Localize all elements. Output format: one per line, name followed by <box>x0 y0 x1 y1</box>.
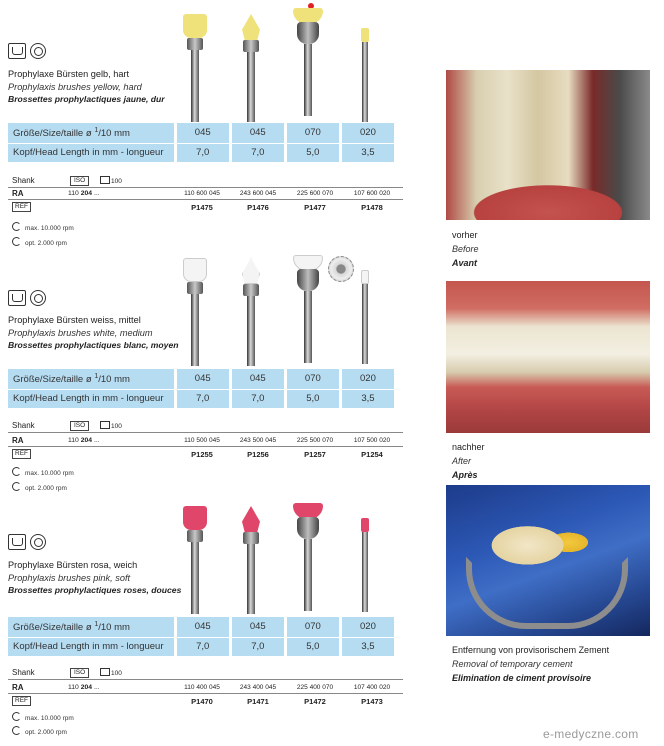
autoclave-icon <box>8 290 26 306</box>
caption-fr: Après <box>452 470 478 480</box>
size-value: 045 <box>230 617 285 637</box>
head-length-row <box>8 637 396 657</box>
head-length-value: 7,0 <box>175 389 230 409</box>
size-row <box>8 617 396 637</box>
ref-code: P1477 <box>304 203 326 212</box>
product-titles <box>8 559 181 597</box>
caption-en: Before <box>452 244 479 254</box>
size-value: 045 <box>175 617 230 637</box>
ref-code: P1473 <box>361 697 383 706</box>
head-length-value: 5,0 <box>285 637 340 657</box>
article-code: 107 500 020 <box>353 437 391 444</box>
ref-row <box>8 449 403 459</box>
size-table <box>8 123 397 164</box>
title-en: Prophylaxis brushes white, medium <box>8 327 153 338</box>
rpm-opt: opt. 2.000 rpm <box>12 726 67 736</box>
article-code: 225 600 070 <box>296 190 334 197</box>
pack-quantity: 100 <box>100 176 122 185</box>
head-length-label: Kopf/Head Length in mm - longueur <box>8 389 175 409</box>
article-code: 225 400 070 <box>296 684 334 691</box>
size-value: 020 <box>340 617 395 637</box>
size-value: 045 <box>175 123 230 143</box>
caption-before <box>452 228 479 270</box>
product-titles <box>8 314 179 352</box>
article-code: 110 600 045 <box>184 190 220 197</box>
photo-before <box>446 70 650 220</box>
head-length-value: 7,0 <box>230 389 285 409</box>
title-en: Prophylaxis brushes pink, soft <box>8 572 131 583</box>
shank-label: Shank <box>12 176 35 185</box>
size-value: 045 <box>230 369 285 389</box>
rpm-max: max. 10.000 rpm <box>12 222 74 232</box>
title-de: Prophylaxe Bürsten weiss, mittel <box>8 315 141 325</box>
instrument-brush-pointed <box>233 258 269 378</box>
article-code: 243 400 045 <box>239 684 277 691</box>
shank-label: Shank <box>12 421 35 430</box>
article-code: 107 600 020 <box>353 190 391 197</box>
size-label: Größe/Size/taille ø $^1$/10 mm <box>8 617 175 637</box>
article-code: 110 400 045 <box>184 684 220 691</box>
ref-code: P1476 <box>247 203 269 212</box>
head-length-value: 5,0 <box>285 389 340 409</box>
article-code: 225 500 070 <box>296 437 334 444</box>
ra-label: RA <box>12 189 24 198</box>
ref-code: P1471 <box>247 697 269 706</box>
caption-en: Removal of temporary cement <box>452 659 573 669</box>
caption-after <box>452 440 485 482</box>
ref-code: P1257 <box>304 450 326 459</box>
head-length-label: Kopf/Head Length in mm - longueur <box>8 143 175 163</box>
autoclave-icon <box>8 43 26 59</box>
size-row <box>8 369 396 389</box>
rpm-max: max. 10.000 rpm <box>12 467 74 477</box>
photo-after <box>446 281 650 433</box>
caption-de: vorher <box>452 230 478 240</box>
size-value: 045 <box>175 369 230 389</box>
head-length-value: 3,5 <box>340 637 395 657</box>
autoclave-icon <box>8 534 26 550</box>
caption-fr: Elimination de ciment provisoire <box>452 673 592 683</box>
rpm-max: max. 10.000 rpm <box>12 712 74 722</box>
pack-quantity: 100 <box>100 668 122 677</box>
ref-code: P1472 <box>304 697 326 706</box>
caption-de: Entfernung von provisorischem Zement <box>452 645 610 655</box>
title-fr: Brossettes prophylactiques blanc, moyen <box>8 340 179 350</box>
ra-row <box>8 436 403 446</box>
ref-code: P1478 <box>361 203 383 212</box>
head-length-value: 7,0 <box>175 637 230 657</box>
rpm-opt: opt. 2.000 rpm <box>12 482 67 492</box>
ra-code: 110 204 ... <box>68 684 100 691</box>
size-row <box>8 123 396 143</box>
ref-badge: REF <box>12 696 31 706</box>
rpm-opt: opt. 2.000 rpm <box>12 237 67 247</box>
ref-code: P1475 <box>191 203 213 212</box>
single-use-icon <box>30 43 46 59</box>
shank-label: Shank <box>12 668 35 677</box>
shank-row <box>8 176 403 186</box>
caption-de: nachher <box>452 442 485 452</box>
instrument-brush-cup <box>290 255 326 375</box>
symbol-row <box>8 290 46 306</box>
head-length-value: 5,0 <box>285 143 340 163</box>
ref-badge: REF <box>12 202 31 212</box>
size-value: 070 <box>285 123 340 143</box>
ra-row <box>8 683 403 693</box>
pack-quantity: 100 <box>100 421 122 430</box>
ra-code: 110 204 ... <box>68 190 100 197</box>
instrument-brush-pointed <box>233 14 269 134</box>
size-table <box>8 617 397 658</box>
watermark: e-medyczne.com <box>543 727 639 741</box>
ref-code: P1470 <box>191 697 213 706</box>
instrument-brush-pointed <box>233 506 269 626</box>
title-fr: Brossettes prophylactiques roses, douces <box>8 585 182 595</box>
ref-badge: REF <box>12 449 31 459</box>
iso-badge: ISO <box>70 421 89 431</box>
title-en: Prophylaxis brushes yellow, hard <box>8 81 142 92</box>
instrument-brush-small <box>177 14 213 134</box>
article-code: 243 600 045 <box>239 190 277 197</box>
size-value: 020 <box>340 369 395 389</box>
ref-row <box>8 696 403 706</box>
ref-row <box>8 202 403 212</box>
head-length-row <box>8 143 396 163</box>
ref-code: P1256 <box>247 450 269 459</box>
ra-label: RA <box>12 436 24 445</box>
head-length-label: Kopf/Head Length in mm - longueur <box>8 637 175 657</box>
iso-badge: ISO <box>70 176 89 186</box>
head-length-value: 7,0 <box>175 143 230 163</box>
size-value: 045 <box>230 123 285 143</box>
size-value: 020 <box>340 123 395 143</box>
ra-label: RA <box>12 683 24 692</box>
instrument-brush-cup <box>290 503 326 623</box>
size-value: 070 <box>285 617 340 637</box>
size-label: Größe/Size/taille ø $^1$/10 mm <box>8 123 175 143</box>
head-length-value: 3,5 <box>340 143 395 163</box>
iso-badge: ISO <box>70 668 89 678</box>
instrument-brush-small <box>177 506 213 626</box>
size-table <box>8 369 397 410</box>
ref-code: P1255 <box>191 450 213 459</box>
single-use-icon <box>30 534 46 550</box>
size-label: Größe/Size/taille ø $^1$/10 mm <box>8 369 175 389</box>
title-de: Prophylaxe Bürsten rosa, weich <box>8 560 138 570</box>
instrument-brush-small <box>177 258 213 378</box>
ra-row <box>8 189 403 199</box>
head-length-value: 3,5 <box>340 389 395 409</box>
ra-code: 110 204 ... <box>68 437 100 444</box>
instrument-brush-cup <box>290 8 326 128</box>
head-length-value: 7,0 <box>230 143 285 163</box>
article-code: 243 500 045 <box>239 437 277 444</box>
photo-cement-removal <box>446 485 650 636</box>
caption-fr: Avant <box>452 258 478 268</box>
shank-row <box>8 668 403 678</box>
article-code: 110 500 045 <box>184 437 220 444</box>
ref-code: P1254 <box>361 450 383 459</box>
symbol-row <box>8 534 46 550</box>
title-de: Prophylaxe Bürsten gelb, hart <box>8 69 130 79</box>
size-value: 070 <box>285 369 340 389</box>
product-titles <box>8 68 165 106</box>
caption-en: After <box>452 456 472 466</box>
shank-row <box>8 421 403 431</box>
single-use-icon <box>30 290 46 306</box>
head-length-value: 7,0 <box>230 637 285 657</box>
symbol-row <box>8 43 46 59</box>
article-code: 107 400 020 <box>353 684 391 691</box>
head-length-row <box>8 389 396 409</box>
title-fr: Brossettes prophylactiques jaune, dur <box>8 94 165 104</box>
caption-cement-removal <box>452 643 609 685</box>
